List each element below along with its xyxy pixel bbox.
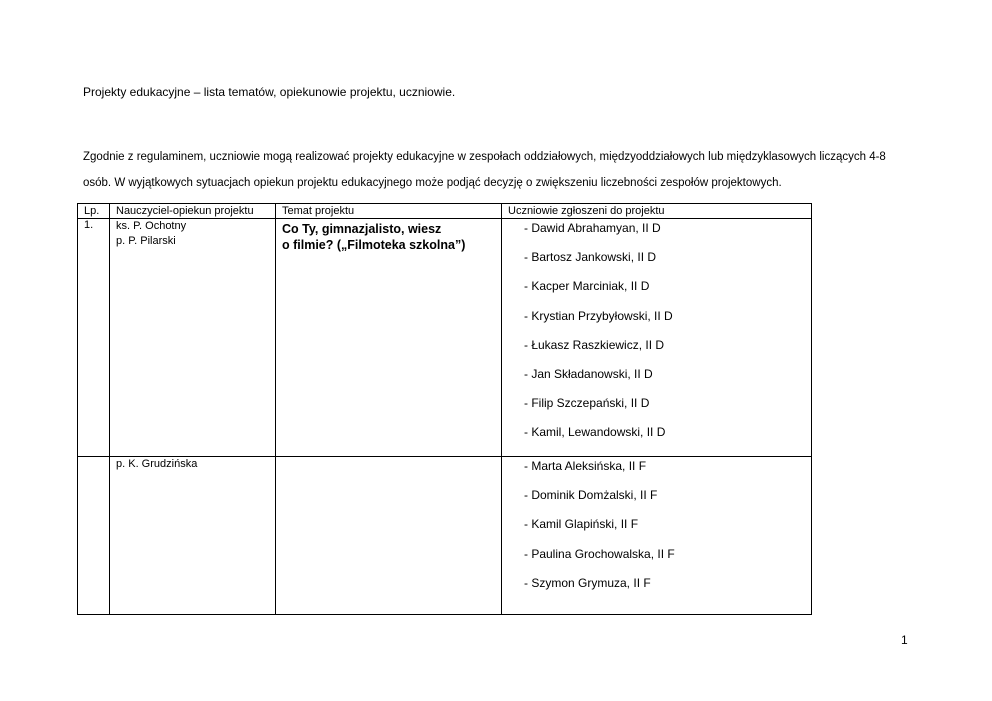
- student-item: - Kacper Marciniak, II D: [524, 279, 650, 294]
- table-row: [78, 219, 812, 457]
- cell-lp: 1.: [78, 219, 110, 457]
- project-topic: [282, 457, 495, 459]
- student-item: - Bartosz Jankowski, II D: [524, 250, 657, 265]
- cell-students: [502, 219, 812, 457]
- student-item: - Jan Składanowski, II D: [524, 366, 653, 381]
- teacher-name: p. K. Grudzińska: [116, 458, 198, 470]
- student-item: - Dominik Domżalski, II F: [524, 488, 658, 503]
- student-list: [508, 219, 805, 453]
- projects-table: [77, 203, 812, 615]
- project-topic: [282, 219, 495, 253]
- student-item: - Krystian Przybyłowski, II D: [524, 308, 673, 323]
- table-header-row: [78, 204, 812, 219]
- student-list: [508, 457, 805, 603]
- intro-line: osób. W wyjątkowych sytuacjach opiekun projektu edukacyjnego może podjąć decyzję o zwiększeniu liczebności zespołów projektowych.: [83, 177, 782, 189]
- intro-line: Zgodnie z regulaminem, uczniowie mogą realizować projekty edukacyjne w zespołach oddziałowych, międzyoddziałowych lub międzyklasowych liczących 4-8: [83, 151, 886, 163]
- student-item: - Filip Szczepański, II D: [524, 396, 650, 411]
- header-lp: Lp.: [78, 204, 110, 219]
- student-item: - Marta Aleksińska, II F: [524, 459, 647, 473]
- student-item: - Szymon Grymuza, II F: [524, 575, 651, 590]
- table-row: [78, 457, 812, 615]
- topic-line: o filmie? („Filmoteka szkolna”): [282, 238, 466, 252]
- student-item: - Dawid Abrahamyan, II D: [524, 221, 661, 235]
- student-item: - Łukasz Raszkiewicz, II D: [524, 337, 665, 352]
- page-number: 1: [901, 633, 908, 647]
- intro-paragraph: [83, 144, 923, 196]
- cell-topic: [276, 457, 502, 615]
- student-item: - Paulina Grochowalska, II F: [524, 546, 675, 561]
- cell-topic: [276, 219, 502, 457]
- cell-students: [502, 457, 812, 615]
- header-students: Uczniowie zgłoszeni do projektu: [502, 204, 812, 219]
- header-topic: Temat projektu: [276, 204, 502, 219]
- cell-lp: [78, 457, 110, 615]
- header-teacher: Nauczyciel-opiekun projektu: [110, 204, 276, 219]
- topic-line: Co Ty, gimnazjalisto, wiesz: [282, 222, 442, 236]
- student-item: - Kamil Glapiński, II F: [524, 517, 639, 532]
- teacher-name: ks. P. Ochotny: [116, 220, 187, 232]
- cell-teachers: [110, 219, 276, 457]
- cell-teachers: [110, 457, 276, 615]
- document-title: Projekty edukacyjne – lista tematów, opiekunowie projektu, uczniowie.: [83, 85, 456, 99]
- student-item: - Kamil, Lewandowski, II D: [524, 425, 666, 440]
- teacher-name: p. P. Pilarski: [116, 235, 176, 247]
